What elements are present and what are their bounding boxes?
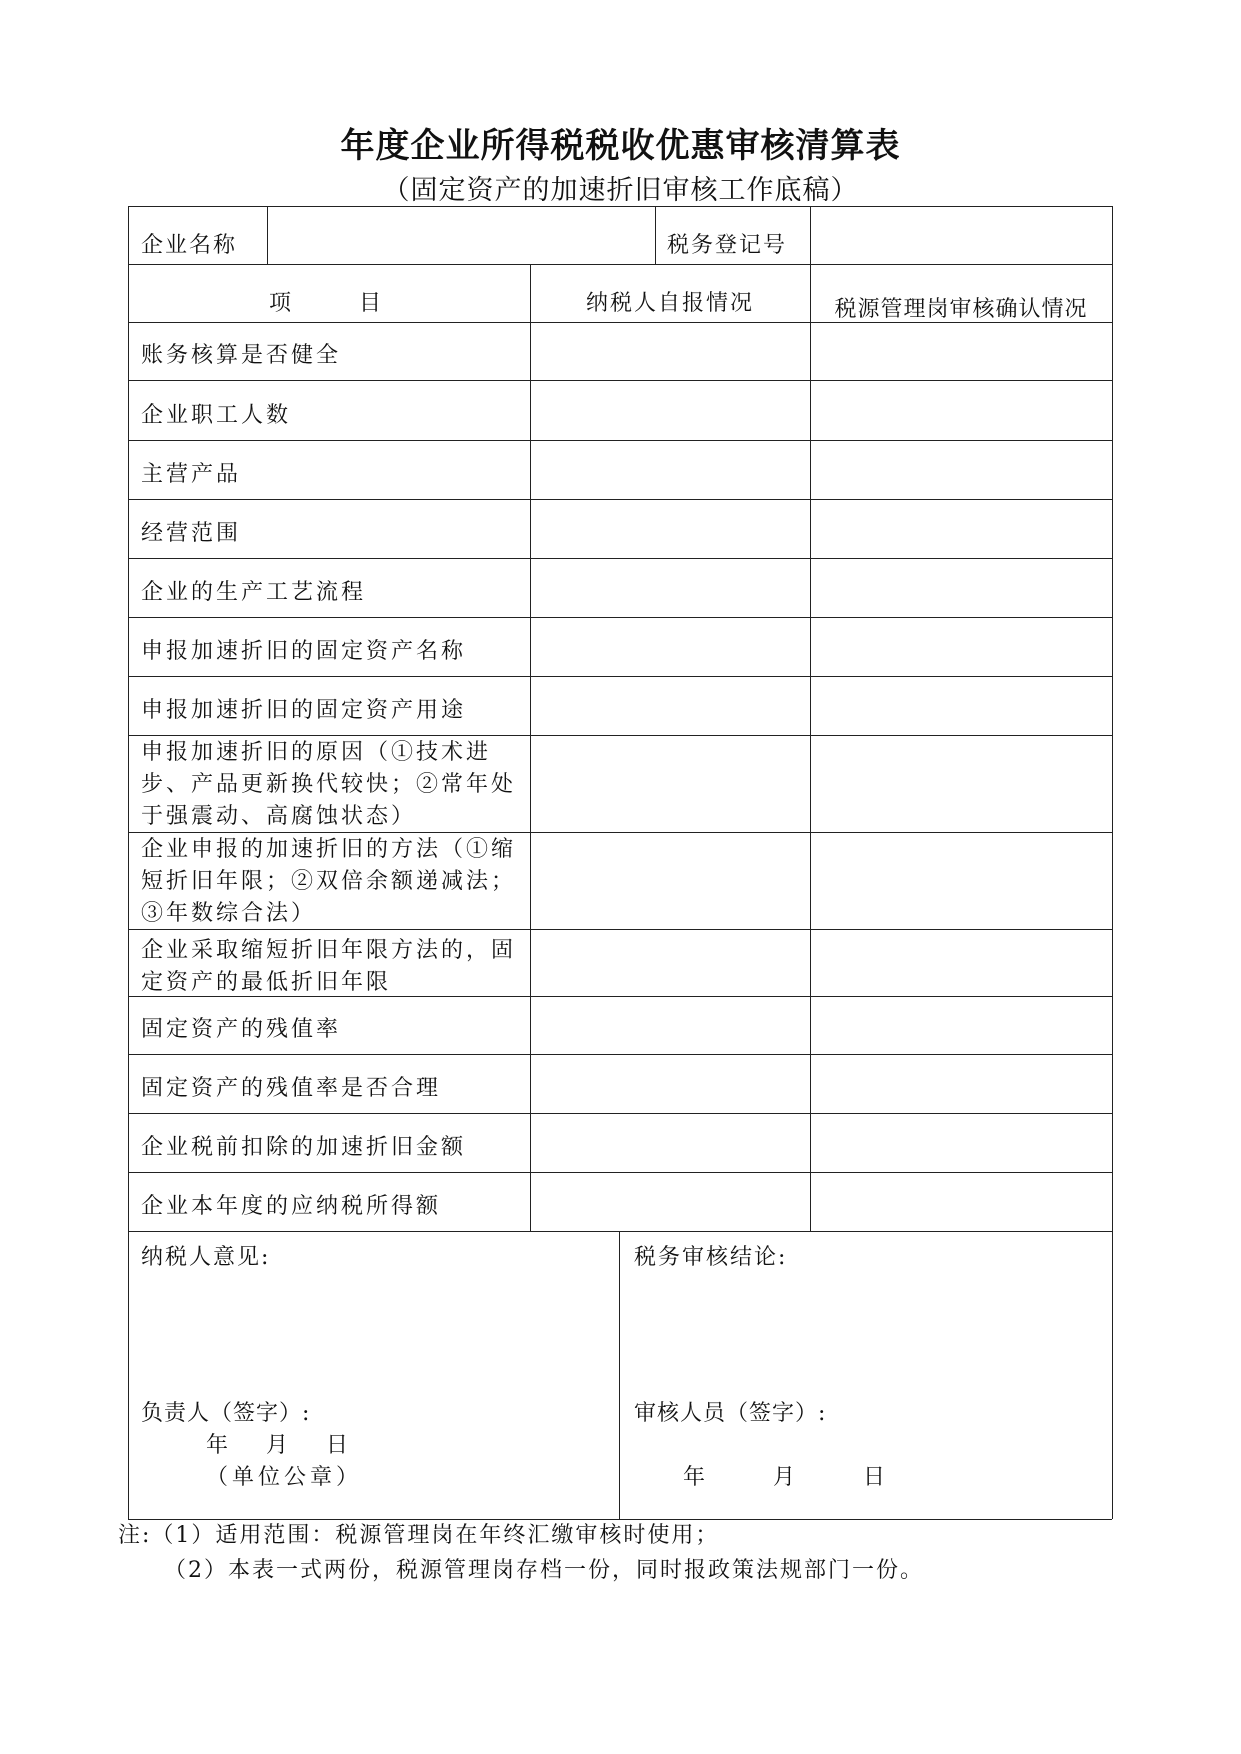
form-title: 年度企业所得税税收优惠审核清算表 xyxy=(340,126,901,166)
review-field[interactable] xyxy=(816,621,1106,672)
self-report-field[interactable] xyxy=(536,1000,804,1050)
row-divider xyxy=(128,1113,1112,1114)
opinion-section-top xyxy=(128,1231,1112,1232)
row-label: 主营产品 xyxy=(141,462,242,487)
row-label: 企业职工人数 xyxy=(141,403,292,428)
row-label: 经营范围 xyxy=(141,521,242,546)
row-divider xyxy=(128,1172,1112,1173)
row-label: 申报加速折旧的固定资产名称 xyxy=(141,639,467,664)
row-divider xyxy=(128,380,1112,381)
self-report-field[interactable] xyxy=(536,739,804,828)
row-label: 申报加速折旧的固定资产用途 xyxy=(141,698,467,723)
company-name-field[interactable] xyxy=(275,214,650,258)
self-report-field[interactable] xyxy=(536,933,804,992)
review-field[interactable] xyxy=(816,444,1106,495)
tax-date-label: 年 月 日 xyxy=(683,1465,894,1490)
review-field[interactable] xyxy=(816,1176,1106,1227)
column-divider-2 xyxy=(810,264,811,1231)
row-label: 企业申报的加速折旧的方法（①缩短折旧年限；②双倍余额递减法；③年数综合法） xyxy=(141,837,517,926)
tax-conclusion-label: 税务审核结论: xyxy=(634,1245,788,1270)
table-left-border xyxy=(128,206,129,1519)
review-field[interactable] xyxy=(816,836,1106,925)
row-divider xyxy=(128,499,1112,500)
table-top-border xyxy=(128,206,1112,207)
review-field[interactable] xyxy=(816,680,1106,731)
taxpayer-opinion-field[interactable] xyxy=(136,1275,611,1395)
row-label: 企业本年度的应纳税所得额 xyxy=(141,1194,442,1219)
column-header-item: 项 目 xyxy=(268,291,389,316)
review-field[interactable] xyxy=(816,1117,1106,1168)
row-divider xyxy=(128,676,1112,677)
opinion-section-divider xyxy=(619,1231,620,1519)
row-divider xyxy=(128,558,1112,559)
row-label: 申报加速折旧的原因（①技术进步、产品更新换代较快；②常年处于强震动、高腐蚀状态） xyxy=(141,740,517,829)
self-report-field[interactable] xyxy=(536,621,804,672)
tax-signer-label: 审核人员（签字）: xyxy=(634,1401,827,1426)
taxpayer-signer-label: 负责人（签字）: xyxy=(141,1401,311,1426)
review-field[interactable] xyxy=(816,503,1106,554)
self-report-field[interactable] xyxy=(536,326,804,376)
self-report-field[interactable] xyxy=(536,1176,804,1227)
header-row-bottom xyxy=(128,264,1112,265)
row-label: 企业的生产工艺流程 xyxy=(141,580,367,605)
tax-reg-label: 税务登记号 xyxy=(667,233,788,258)
row-label: 企业税前扣除的加速折旧金额 xyxy=(141,1135,467,1160)
company-name-label: 企业名称 xyxy=(141,233,238,258)
self-report-field[interactable] xyxy=(536,562,804,613)
review-field[interactable] xyxy=(816,1000,1106,1050)
review-field[interactable] xyxy=(816,326,1106,376)
row-divider xyxy=(128,440,1112,441)
self-report-field[interactable] xyxy=(536,1058,804,1109)
review-field[interactable] xyxy=(816,562,1106,613)
row-divider xyxy=(128,617,1112,618)
form-subtitle: （固定资产的加速折旧审核工作底稿） xyxy=(382,175,859,206)
divider-tax-reg-value xyxy=(810,206,811,264)
row-label: 账务核算是否健全 xyxy=(141,343,342,368)
row-label: 固定资产的残值率是否合理 xyxy=(141,1076,442,1101)
self-report-field[interactable] xyxy=(536,384,804,436)
column-header-self-report: 纳税人自报情况 xyxy=(585,291,754,316)
review-field[interactable] xyxy=(816,384,1106,436)
table-right-border xyxy=(1112,206,1113,1519)
taxpayer-opinion-label: 纳税人意见: xyxy=(141,1245,271,1270)
self-report-field[interactable] xyxy=(536,1117,804,1168)
self-report-field[interactable] xyxy=(536,503,804,554)
review-field[interactable] xyxy=(816,1058,1106,1109)
self-report-field[interactable] xyxy=(536,836,804,925)
self-report-field[interactable] xyxy=(536,680,804,731)
row-label: 企业采取缩短折旧年限方法的，固定资产的最低折旧年限 xyxy=(141,938,517,995)
taxpayer-seal-label: （单位公章） xyxy=(206,1465,363,1490)
self-report-field[interactable] xyxy=(536,444,804,495)
taxpayer-date-label: 年 月 日 xyxy=(206,1433,357,1458)
divider-tax-reg-label xyxy=(655,206,656,264)
row-divider xyxy=(128,1054,1112,1055)
review-field[interactable] xyxy=(816,739,1106,828)
tax-conclusion-field[interactable] xyxy=(628,1275,1104,1395)
row-label: 固定资产的残值率 xyxy=(141,1017,342,1042)
note-line-2: （2）本表一式两份，税源管理岗存档一份，同时报政策法规部门一份。 xyxy=(164,1558,924,1583)
divider-company-name xyxy=(267,206,268,264)
row-divider xyxy=(128,735,1112,736)
note-line-1: 注:（1）适用范围：税源管理岗在年终汇缴审核时使用； xyxy=(118,1523,720,1548)
review-field[interactable] xyxy=(816,933,1106,992)
column-header-review: 税源管理岗审核确认情况 xyxy=(834,297,1088,322)
tax-reg-field[interactable] xyxy=(818,214,1106,258)
